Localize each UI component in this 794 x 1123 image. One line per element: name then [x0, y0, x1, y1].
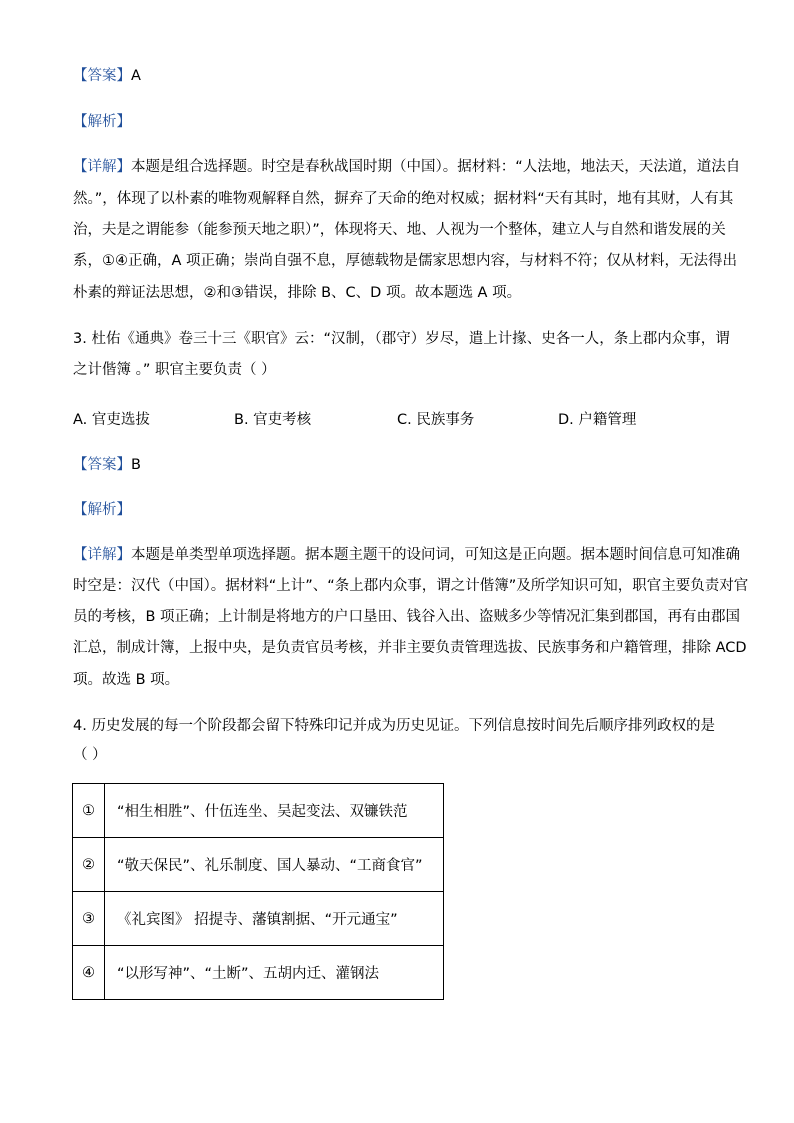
q3-detail-line-3: 员的考核，B 项正确；上计制是将地方的户口垦田、钱谷入出、盗贼多少等情况汇集到郡国，再有由郡国 — [73, 609, 741, 625]
row-number: ① — [73, 784, 105, 838]
q4-info-table — [72, 783, 444, 1000]
table-row — [73, 838, 444, 892]
q3-analysis — [73, 500, 131, 520]
q3-option-d-letter: D. — [558, 412, 574, 428]
q3-option-b-text: 官吏考核 — [253, 412, 312, 428]
q3-option-c-letter: C. — [397, 412, 412, 428]
row-number: ② — [73, 838, 105, 892]
q3-stem-line-2: 之计偕簿 。” 职官主要负责（ ） — [73, 362, 276, 378]
q4-stem-line-1: 4. 历史发展的每一个阶段都会留下特殊印记并成为历史见证。下列信息按时间先后顺序排列政权的是 — [73, 718, 715, 734]
q3-detail-line-4: 汇总，制成计簿，上报中央，是负责官员考核，并非主要负责管理选拔、民族事务和户籍管理，排除 ACD — [73, 640, 747, 656]
q3-option-d-text: 户籍管理 — [578, 412, 637, 428]
q4-stem-line-2: （ ） — [73, 747, 107, 763]
q3-detail-line-1 — [73, 545, 740, 565]
q2-detail-line-5: 朴素的辩证法思想，②和③错误，排除 B、C、D 项。故本题选 A 项。 — [73, 285, 522, 301]
q3-option-c-text: 民族事务 — [416, 412, 475, 428]
q2-detail-line-3: 治，夫是之谓能参（能参预天地之职）”，体现将天、地、人视为一个整体，建立人与自然和谐发展的关 — [73, 222, 726, 238]
q3-stem-line-1: 3. 杜佑《通典》卷三十三《职官》云：“汉制，（郡守）岁尽，遣上计掾、史各一人，条上郡内众事，谓 — [73, 331, 730, 347]
q3-detail-text-1: 本题是单类型单项选择题。据本题主题干的设问词，可知这是正向题。据本题时间信息可知准确 — [131, 547, 740, 563]
q3-detail-tag: 【详解】 — [73, 547, 131, 563]
q3-option-c — [397, 410, 474, 430]
row-text: 《礼宾图》 招提寺、藩镇割据、“开元通宝” — [105, 892, 444, 946]
q3-option-d — [558, 410, 636, 430]
q2-detail-line-4: 系，①④正确，A 项正确；崇尚自强不息，厚德载物是儒家思想内容，与材料不符；仅从材料，无法得出 — [73, 253, 738, 269]
q3-option-a-letter: A. — [73, 412, 88, 428]
q3-option-a-text: 官吏选拔 — [91, 412, 150, 428]
q2-detail-tag: 【详解】 — [73, 159, 131, 175]
q2-answer — [73, 66, 141, 86]
q3-answer — [73, 455, 141, 475]
q2-detail-line-2: 然。”，体现了以朴素的唯物观解释自然，摒弃了天命的绝对权威；据材料“天有其时，地有其财，人有其 — [73, 191, 734, 207]
row-number: ④ — [73, 946, 105, 1000]
q2-answer-tag: 【答案】 — [73, 68, 131, 84]
row-number: ③ — [73, 892, 105, 946]
q3-detail-line-2: 时空是：汉代（中国）。据材料“上计”、“条上郡内众事，谓之计偕簿”及所学知识可知，职官主要负责对官 — [73, 578, 749, 594]
q3-detail-line-5: 项。故选 B 项。 — [73, 672, 180, 688]
q2-answer-value: A — [131, 68, 141, 84]
q3-option-b — [234, 410, 311, 430]
row-text: “相生相胜”、什伍连坐、吴起变法、双镰铁范 — [105, 784, 444, 838]
q3-analysis-tag: 【解析】 — [73, 502, 131, 518]
table-row — [73, 784, 444, 838]
q3-option-b-letter: B. — [234, 412, 249, 428]
q2-analysis — [73, 112, 131, 132]
q3-option-a — [73, 410, 150, 430]
q2-analysis-tag: 【解析】 — [73, 114, 131, 130]
row-text: “敬天保民”、礼乐制度、国人暴动、“工商食官” — [105, 838, 444, 892]
q2-detail-line-1 — [73, 157, 740, 177]
q2-detail-text-1: 本题是组合选择题。时空是春秋战国时期（中国）。据材料：“人法地，地法天，天法道，道法自 — [131, 159, 741, 175]
q3-answer-value: B — [131, 457, 141, 473]
q3-answer-tag: 【答案】 — [73, 457, 131, 473]
row-text: “以形写神”、“土断”、五胡内迁、灌钢法 — [105, 946, 444, 1000]
table-row — [73, 892, 444, 946]
table-row — [73, 946, 444, 1000]
